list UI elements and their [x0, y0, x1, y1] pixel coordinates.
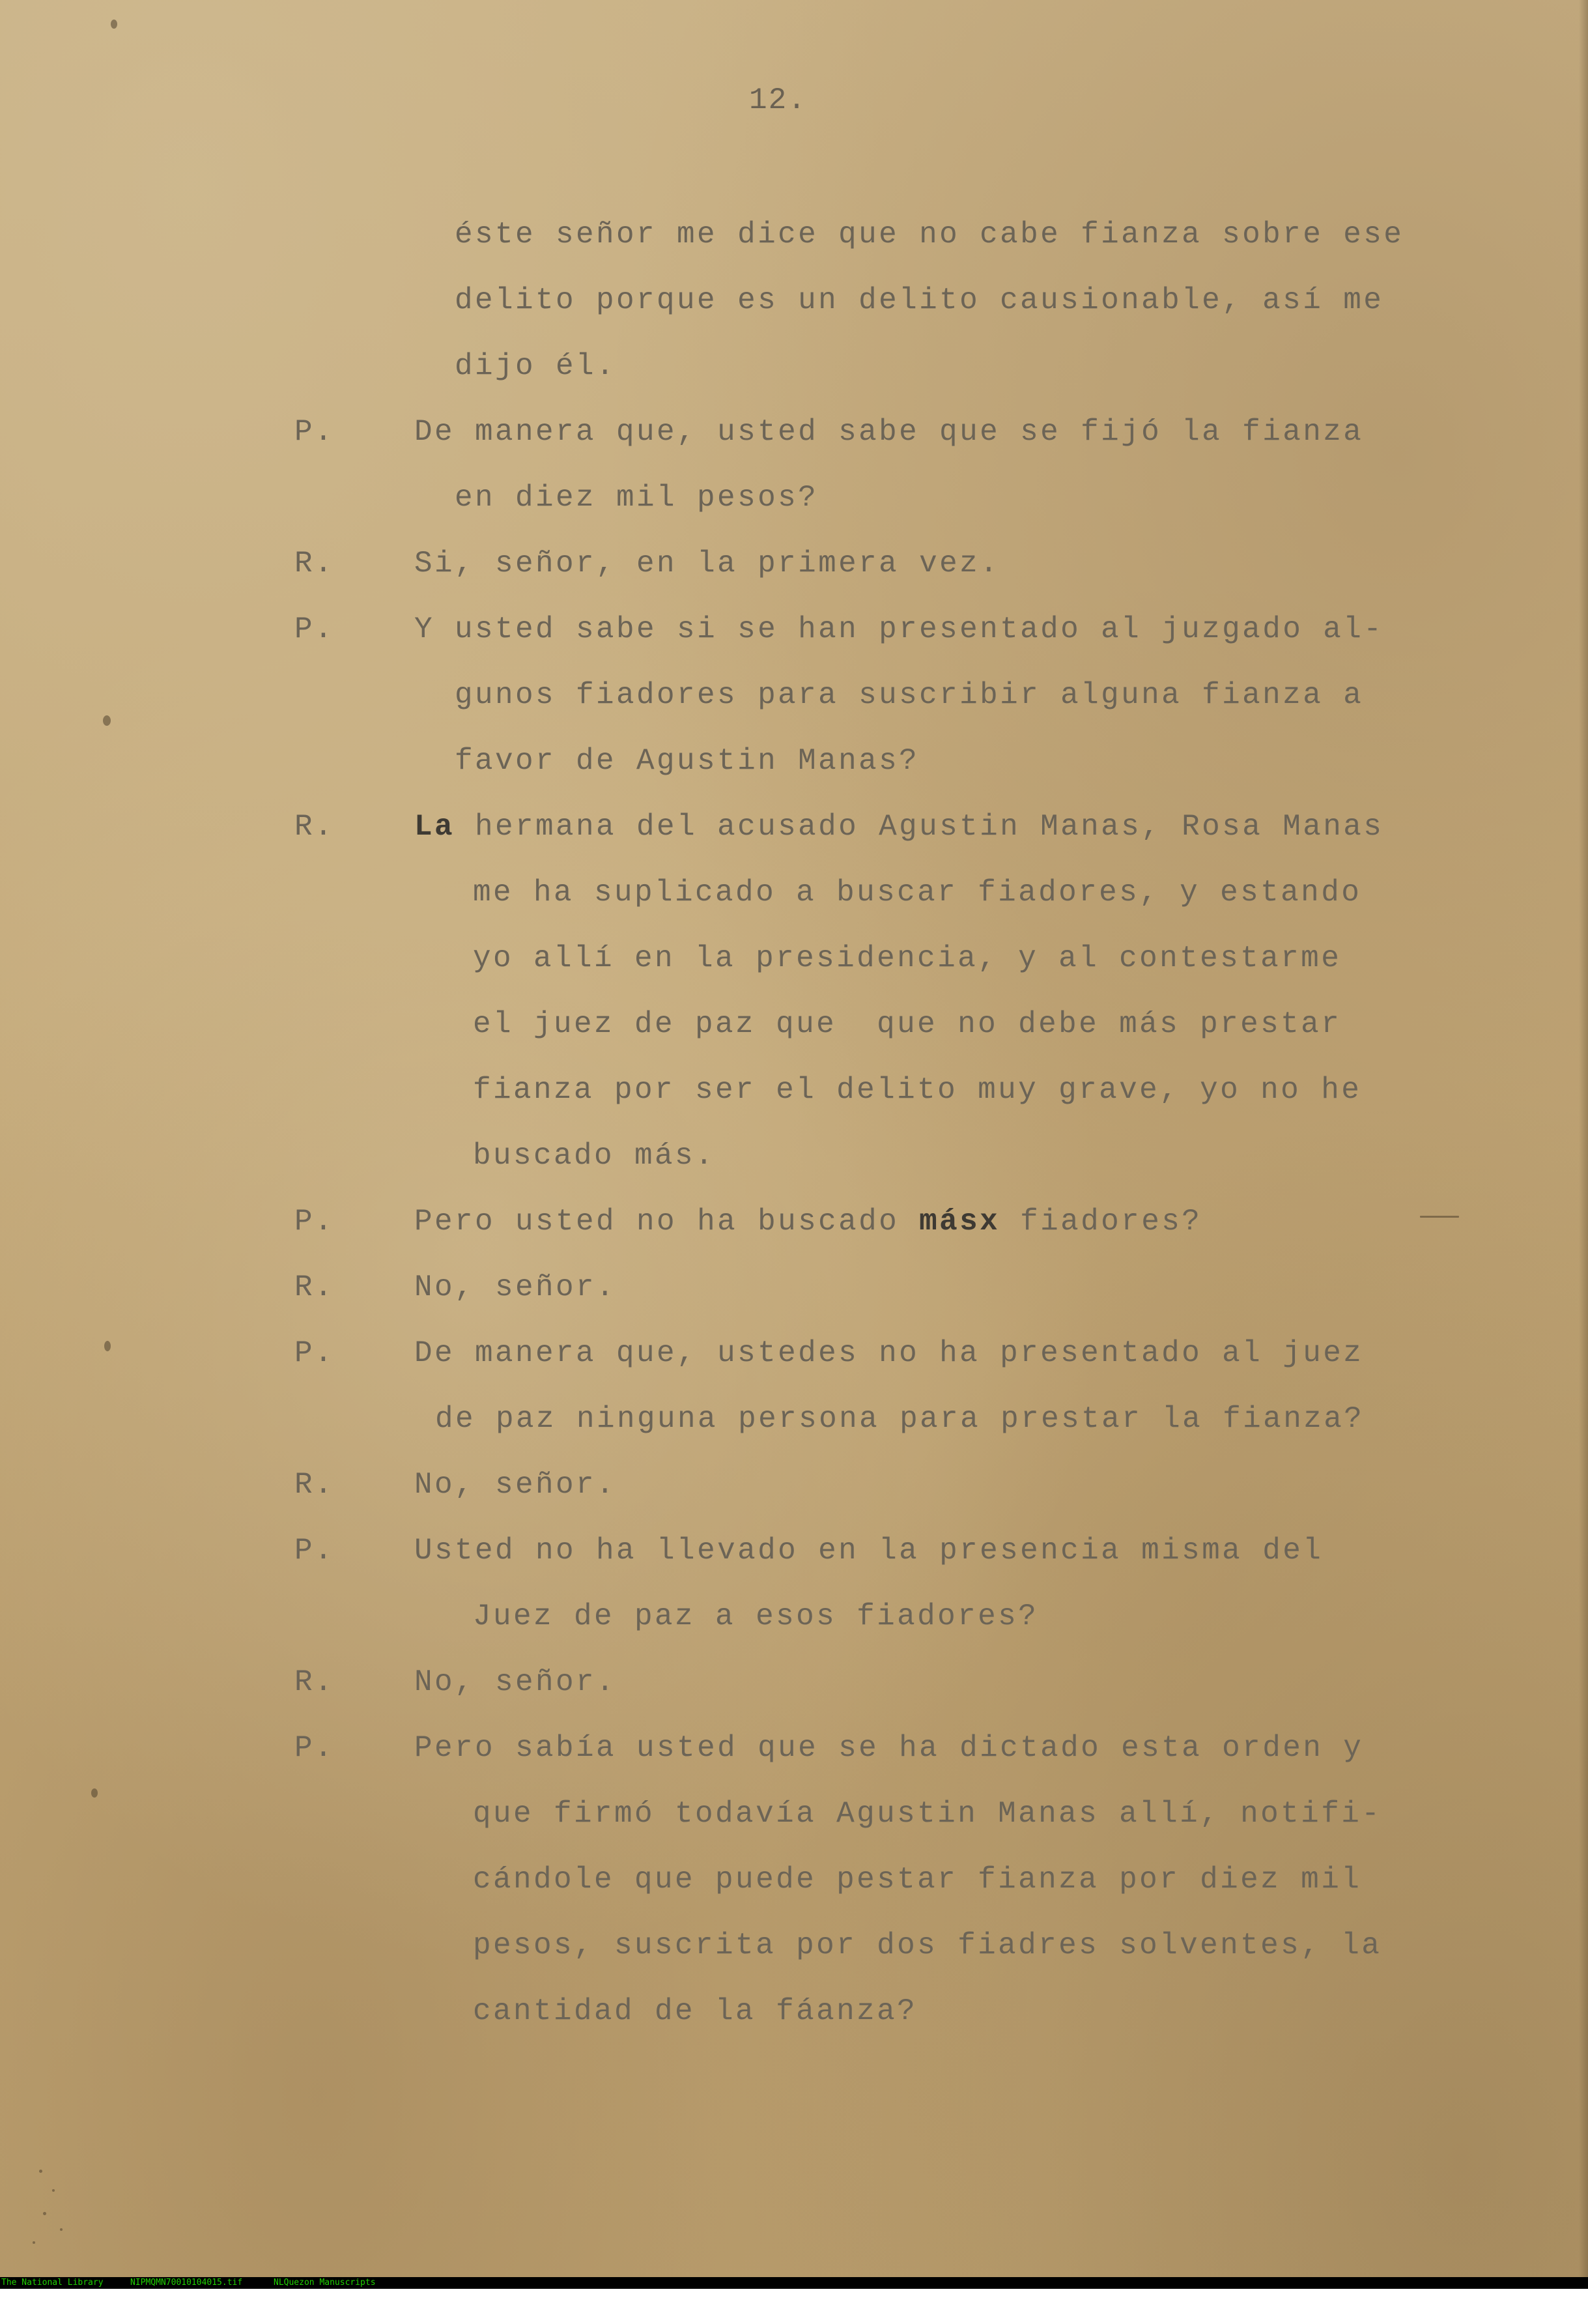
text-line: fianza por ser el delito muy grave, yo no he	[473, 1073, 1362, 1107]
text-line	[414, 809, 1383, 845]
text-line: dijo él.	[455, 349, 617, 383]
paper-speck	[39, 2170, 42, 2173]
speaker-label: P.	[294, 1205, 335, 1239]
text-line: No, señor.	[414, 1270, 617, 1304]
line-text: Pero usted no ha buscado	[414, 1205, 920, 1239]
text-line: éste señor me dice que no cabe fianza sobre ese	[455, 218, 1404, 251]
overstruck-text: másx	[919, 1205, 1000, 1239]
paper-speck	[104, 1341, 111, 1351]
text-line: gunos fiadores para suscribir alguna fianza a	[455, 678, 1364, 712]
paper-speck	[111, 20, 117, 29]
text-line: favor de Agustin Manas?	[455, 744, 920, 778]
line-text: fiadores?	[1000, 1205, 1202, 1239]
paper-speck	[43, 2212, 46, 2215]
footer-library: The National Library	[1, 2278, 104, 2288]
speaker-label: R.	[294, 1468, 335, 1502]
paper-speck	[91, 1788, 98, 1798]
text-line: de paz ninguna persona para prestar la fianza?	[435, 1402, 1365, 1436]
speaker-label: R.	[294, 547, 335, 581]
line-text: hermana del acusado Agustin Manas, Rosa Manas	[455, 810, 1384, 844]
speaker-label: P.	[294, 1731, 335, 1765]
paper-speck	[60, 2228, 63, 2231]
text-line: yo allí en la presidencia, y al contestarme	[473, 941, 1342, 975]
paper-speck	[1420, 1216, 1459, 1218]
text-line: Juez de paz a esos fiadores?	[473, 1600, 1039, 1633]
page-edge-shadow	[1579, 0, 1588, 2277]
footer-filename: NIPMQMN70010104015.tif	[130, 2278, 243, 2288]
text-line: cándole que puede pestar fianza por diez mil	[473, 1863, 1362, 1897]
text-line: que firmó todavía Agustin Manas allí, notifi-	[473, 1797, 1382, 1831]
text-line: Si, señor, en la primera vez.	[414, 547, 1000, 581]
speaker-label: R.	[294, 1270, 335, 1304]
text-line: Pero sabía usted que se ha dictado esta orden y	[414, 1731, 1364, 1765]
text-line	[414, 1203, 1202, 1240]
text-line: cantidad de la fáanza?	[473, 1994, 918, 2028]
paper-speck	[52, 2189, 55, 2192]
speaker-label: P.	[294, 415, 335, 449]
speaker-label: R.	[294, 810, 335, 844]
text-line: No, señor.	[414, 1468, 617, 1502]
text-line: delito porque es un delito causionable, así me	[455, 283, 1384, 317]
paper-speck	[33, 2241, 35, 2244]
text-line: De manera que, ustedes no ha presentado al juez	[414, 1336, 1364, 1370]
text-line: No, señor.	[414, 1665, 617, 1699]
text-line: en diez mil pesos?	[455, 481, 819, 515]
speaker-label: P.	[294, 612, 335, 646]
text-line: Usted no ha llevado en la presencia misma del	[414, 1534, 1324, 1568]
text-line: el juez de paz que que no debe más prestar	[473, 1007, 1342, 1041]
text-line: Y usted sabe si se han presentado al juzgado al-	[414, 612, 1384, 646]
page-number: 12.	[749, 83, 807, 117]
footer-collection: NLQuezon Manuscripts	[274, 2278, 376, 2288]
scan-footer-bar	[0, 2277, 1588, 2289]
speaker-label: P.	[294, 1534, 335, 1568]
text-line: me ha suplicado a buscar fiadores, y estando	[473, 876, 1362, 910]
text-line: De manera que, usted sabe que se fijó la fianza	[414, 415, 1364, 449]
overstruck-text: La	[414, 810, 455, 844]
speaker-label: P.	[294, 1336, 335, 1370]
speaker-label: R.	[294, 1665, 335, 1699]
text-line: buscado más.	[473, 1139, 716, 1173]
text-line: pesos, suscrita por dos fiadres solventes, la	[473, 1929, 1382, 1962]
paper-speck	[103, 715, 111, 726]
